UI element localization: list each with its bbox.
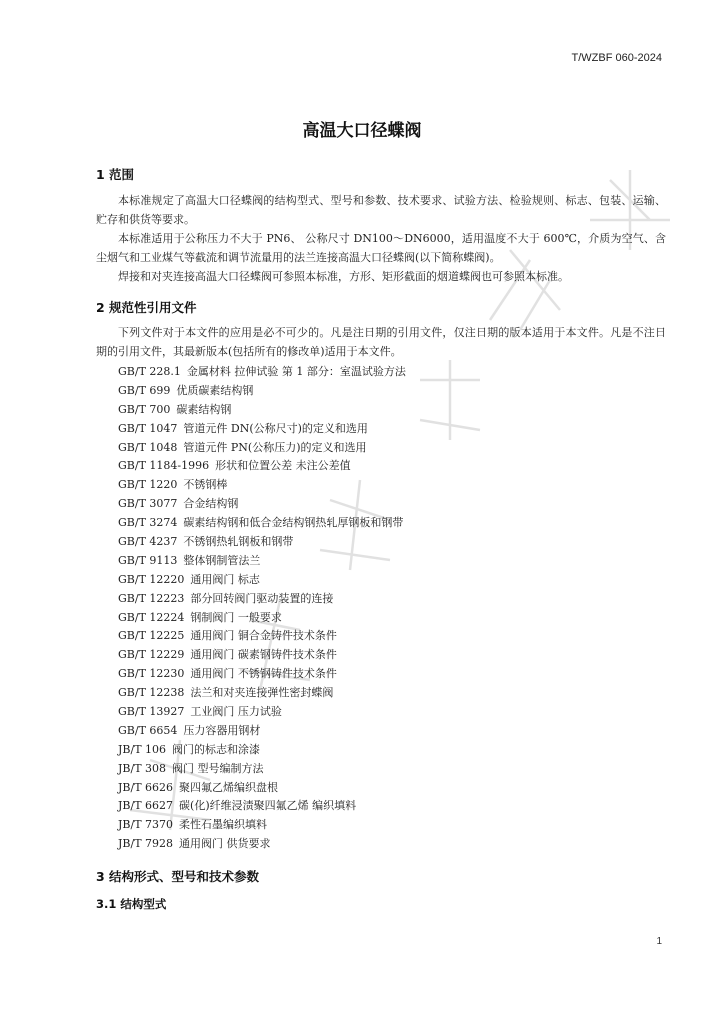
scope-paragraph-3: 焊接和对夹连接高温大口径蝶阀可参照本标准，方形、矩形截面的烟道蝶阀也可参照本标准。 — [118, 270, 569, 283]
scope-paragraph-1: 本标准规定了高温大口径蝶阀的结构型式、型号和参数、技术要求、试验方法、检验规则、标志、包装、运输、贮存和供货等要求。 — [96, 194, 666, 226]
reference-code: GB/T 4237 — [118, 535, 178, 549]
reference-code: GB/T 1047 — [118, 421, 178, 435]
reference-code: GB/T 12229 — [118, 648, 185, 662]
reference-item — [118, 552, 406, 571]
reference-title: 优质碳素结构钢 — [176, 383, 254, 397]
reference-title: 压力容器用钢材 — [183, 723, 261, 737]
reference-item — [118, 646, 406, 665]
reference-code: GB/T 9113 — [118, 553, 178, 567]
reference-title: 阀门 型号编制方法 — [172, 761, 264, 775]
scope-paragraph-2: 本标准适用于公称压力不大于 PN6、 公称尺寸 DN100～DN6000，适用温度不大于 600℃，介质为空气、含尘烟气和工业煤气等截流和调节流量用的法兰连接高温大口径蝶阀(以下简称蝶阀)。 — [96, 232, 666, 264]
reference-item — [118, 779, 406, 798]
reference-item — [118, 665, 406, 684]
reference-item — [118, 797, 406, 816]
section-3-heading: 3 结构形式、型号和技术参数 — [96, 869, 260, 884]
reference-title: 工业阀门 压力试验 — [190, 705, 282, 719]
section-3-1-heading: 3.1 结构型式 — [96, 897, 167, 911]
reference-item — [118, 363, 406, 382]
reference-item — [118, 722, 406, 741]
reference-item — [118, 457, 406, 476]
reference-item — [118, 684, 406, 703]
reference-title: 柔性石墨编织填料 — [179, 818, 268, 832]
reference-title: 通用阀门 碳素钢铸件技术条件 — [190, 648, 337, 662]
reference-code: GB/T 12220 — [118, 572, 185, 586]
reference-code: GB/T 12223 — [118, 591, 185, 605]
reference-code: GB/T 1048 — [118, 440, 178, 454]
reference-code: GB/T 12230 — [118, 667, 185, 681]
section-1-heading: 1 范围 — [96, 167, 135, 182]
reference-item — [118, 703, 406, 722]
reference-title: 通用阀门 标志 — [190, 572, 260, 586]
reference-item — [118, 760, 406, 779]
reference-code: JB/T 7370 — [118, 818, 174, 832]
reference-code: JB/T 6627 — [118, 799, 174, 813]
reference-code: GB/T 700 — [118, 402, 171, 416]
reference-title: 通用阀门 铜合金铸件技术条件 — [190, 629, 337, 643]
reference-item — [118, 741, 406, 760]
reference-code: GB/T 12224 — [118, 610, 185, 624]
reference-code: GB/T 699 — [118, 383, 171, 397]
reference-item — [118, 816, 406, 835]
reference-item — [118, 533, 406, 552]
reference-code: JB/T 308 — [118, 761, 167, 775]
reference-item — [118, 590, 406, 609]
reference-title: 碳素结构钢 — [176, 402, 232, 416]
reference-title: 阀门的标志和涂漆 — [172, 742, 261, 756]
reference-code: JB/T 7928 — [118, 837, 174, 851]
reference-title: 不锈钢热轧钢板和钢带 — [183, 535, 294, 549]
reference-title: 合金结构钢 — [183, 497, 239, 511]
document-title: 高温大口径蝶阀 — [302, 121, 422, 141]
reference-title: 碳(化)纤维浸渍聚四氟乙烯 编织填料 — [179, 799, 357, 813]
document-code: T/WZBF 060-2024 — [571, 52, 662, 64]
reference-code: JB/T 106 — [118, 742, 167, 756]
reference-code: GB/T 3077 — [118, 497, 178, 511]
reference-code: GB/T 228.1 — [118, 365, 181, 378]
reference-title: 管道元件 DN(公称尺寸)的定义和选用 — [183, 421, 368, 435]
reference-item — [118, 627, 406, 646]
reference-title: 通用阀门 不锈钢铸件技术条件 — [190, 667, 337, 681]
reference-code: GB/T 3274 — [118, 516, 178, 530]
section-2-heading: 2 规范性引用文件 — [96, 300, 197, 315]
reference-title: 钢制阀门 一般要求 — [190, 610, 282, 624]
reference-code: GB/T 12225 — [118, 629, 185, 643]
reference-item — [118, 382, 406, 401]
reference-title: 部分回转阀门驱动装置的连接 — [190, 591, 334, 605]
reference-item — [118, 571, 406, 590]
reference-item — [118, 495, 406, 514]
reference-item — [118, 476, 406, 495]
reference-title: 整体钢制管法兰 — [183, 553, 261, 567]
reference-item — [118, 609, 406, 628]
reference-code: JB/T 6626 — [118, 780, 174, 794]
reference-code: GB/T 6654 — [118, 723, 178, 737]
reference-item — [118, 514, 406, 533]
reference-title: 管道元件 PN(公称压力)的定义和选用 — [183, 440, 367, 454]
reference-item — [118, 439, 406, 458]
reference-title: 碳素结构钢和低合金结构钢热轧厚钢板和钢带 — [183, 516, 404, 530]
reference-title: 法兰和对夹连接弹性密封蝶阀 — [190, 686, 334, 700]
reference-item — [118, 420, 406, 439]
reference-code: GB/T 12238 — [118, 686, 185, 700]
reference-code: GB/T 13927 — [118, 705, 185, 719]
reference-code: GB/T 1220 — [118, 478, 178, 492]
reference-title: 金属材料 拉伸试验 第 1 部分：室温试验方法 — [186, 365, 406, 378]
reference-item — [118, 835, 406, 854]
reference-list — [118, 363, 406, 854]
reference-title: 通用阀门 供货要求 — [179, 837, 271, 851]
reference-title: 聚四氟乙烯编织盘根 — [179, 780, 279, 794]
reference-title: 不锈钢棒 — [183, 478, 228, 492]
normative-intro: 下列文件对于本文件的应用是必不可少的。凡是注日期的引用文件，仅注日期的版本适用于本文件。凡是不注日期的引用文件，其最新版本(包括所有的修改单)适用于本文件。 — [96, 326, 666, 358]
reference-title: 形状和位置公差 未注公差值 — [215, 459, 351, 473]
reference-code: GB/T 1184-1996 — [118, 459, 210, 473]
reference-item — [118, 401, 406, 420]
page-number: 1 — [656, 936, 662, 947]
